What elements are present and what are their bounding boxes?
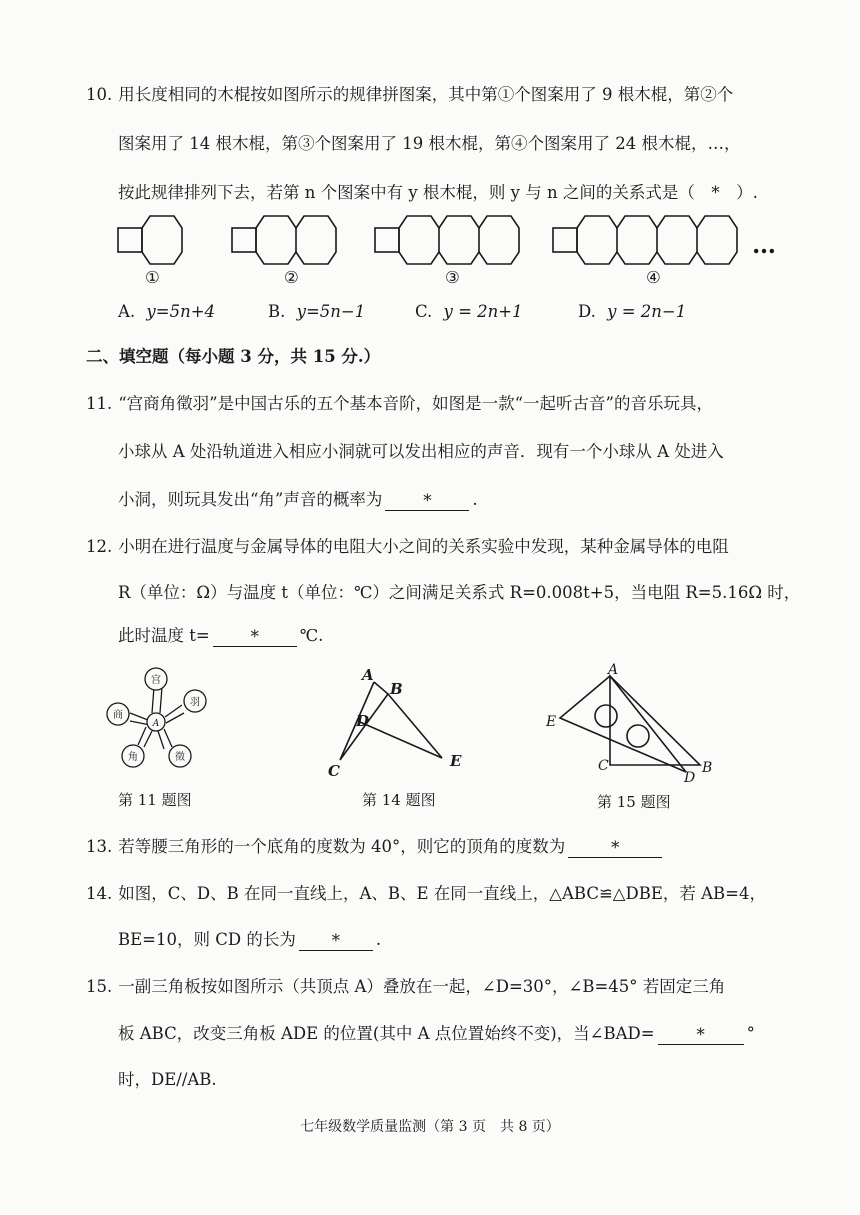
pattern-label-3: ③ <box>445 268 460 287</box>
note-gong: 宫 <box>151 675 161 686</box>
fig15-label-d: D <box>684 770 696 786</box>
q12-line2: R（单位：Ω）与温度 t（单位：℃）之间满足关系式 R=0.008t+5，当电阻 R=5.16Ω 时， <box>118 583 801 602</box>
note-shang: 商 <box>113 710 123 721</box>
q11-line1 <box>86 393 713 415</box>
q10-line2: 图案用了 14 根木棍，第③个图案用了 19 根木棍，第④个图案用了 24 根木棍，…， <box>118 134 741 153</box>
option-text: y=5n−1 <box>296 302 366 321</box>
q12-number: 12. <box>86 537 113 556</box>
q12-line3 <box>118 625 323 647</box>
pattern-label-1: ① <box>145 268 160 287</box>
q15-line1 <box>86 976 725 998</box>
q14-number: 14. <box>86 884 113 903</box>
pattern-ellipsis: … <box>752 230 776 259</box>
fig15-label-a: A <box>608 662 619 678</box>
fig14-label-a: A <box>362 666 374 684</box>
fig15-label-b: B <box>702 760 713 776</box>
q12-text-3: 此时温度 t= <box>118 626 210 645</box>
q13-line <box>86 836 665 858</box>
fig14-label-b: B <box>390 680 403 698</box>
note-jue: 角 <box>128 752 138 763</box>
fig14-triangles <box>320 660 470 785</box>
q11-text-3-end: . <box>472 490 478 509</box>
fig15-label-e: E <box>546 714 557 730</box>
note-zhi: 徵 <box>175 752 185 763</box>
q12-line1 <box>86 536 729 558</box>
q11-line2: 小球从 A 处沿轨道进入相应小洞就可以发出相应的声音．现有一个小球从 A 处进入 <box>118 442 724 461</box>
q11-number: 11. <box>86 394 113 413</box>
q15-text-2: 板 ABC，改变三角板 ADE 的位置(其中 A 点位置始终不变)，当∠BAD= <box>118 1024 655 1043</box>
q10-line1 <box>86 84 733 106</box>
q10-option-a <box>118 302 215 321</box>
q10-line3: 按此规律排列下去，若第 n 个图案中有 y 根木棍，则 y 与 n 之间的关系式是（ * ）. <box>118 183 758 202</box>
q10-option-b <box>268 302 365 321</box>
q13-text: 若等腰三角形的一个底角的度数为 40°，则它的顶角的度数为 <box>118 837 566 856</box>
option-text: y = 2n−1 <box>607 302 687 321</box>
fig14-label-c: C <box>328 762 340 780</box>
q14-line1 <box>86 883 766 905</box>
option-letter: C. <box>415 302 433 321</box>
option-text: y=5n+4 <box>146 302 216 321</box>
fig11-caption: 第 11 题图 <box>118 791 192 809</box>
q11-text-3: 小洞，则玩具发出“角”声音的概率为 <box>118 490 383 509</box>
q10-number: 10. <box>86 85 113 104</box>
pattern-label-2: ② <box>284 268 299 287</box>
q12-text-1: 小明在进行温度与金属导体的电阻大小之间的关系实验中发现，某种金属导体的电阻 <box>118 537 729 556</box>
page-footer: 七年级数学质量监测（第 3 页 共 8 页） <box>300 1119 560 1135</box>
fig15-label-c: C <box>598 758 609 774</box>
q10-text-1: 用长度相同的木棍按如图所示的规律拼图案，其中第①个图案用了 9 根木棍，第②个 <box>118 85 734 104</box>
q11-answer-blank[interactable]: * <box>385 492 469 511</box>
note-yu: 羽 <box>190 697 200 708</box>
q13-answer-blank[interactable]: * <box>568 839 662 858</box>
q12-answer-blank[interactable]: * <box>213 628 297 647</box>
q13-number: 13. <box>86 837 113 856</box>
pattern-2 <box>232 216 336 264</box>
q15-line2 <box>118 1023 755 1045</box>
option-text: y = 2n+1 <box>443 302 523 321</box>
q10-patterns-figure <box>0 215 860 290</box>
pattern-1 <box>118 216 182 264</box>
fig14-label-d: D <box>356 712 370 730</box>
fig15-caption: 第 15 题图 <box>597 793 671 811</box>
q14-text-2: BE=10，则 CD 的长为 <box>118 930 296 949</box>
q15-line3: 时，DE//AB. <box>118 1070 217 1089</box>
q10-option-c <box>415 302 523 321</box>
fig15-set-squares <box>540 660 720 790</box>
q15-number: 15. <box>86 977 113 996</box>
point-a-label: A <box>152 719 160 729</box>
option-letter: D. <box>578 302 596 321</box>
pattern-4 <box>553 216 737 264</box>
q15-text-1: 一副三角板按如图所示（共顶点 A）叠放在一起，∠D=30°，∠B=45° 若固定三角 <box>118 977 726 996</box>
q15-answer-blank[interactable]: * <box>658 1026 744 1045</box>
pattern-label-4: ④ <box>646 268 661 287</box>
fig14-caption: 第 14 题图 <box>362 791 436 809</box>
option-letter: A. <box>118 302 136 321</box>
q11-line3 <box>118 489 478 511</box>
fig11-music-toy <box>100 665 220 780</box>
q10-option-d <box>578 302 686 321</box>
q11-text-1: “宫商角徵羽”是中国古乐的五个基本音阶，如图是一款“一起听古音”的音乐玩具， <box>118 394 713 413</box>
fig14-label-e: E <box>450 752 462 770</box>
q12-text-3-end: ℃. <box>299 626 324 645</box>
q14-line2 <box>118 929 381 951</box>
option-letter: B. <box>268 302 286 321</box>
pattern-3 <box>375 216 519 264</box>
q14-text-2-end: . <box>375 930 382 949</box>
section-title: 二、填空题（每小题 3 分，共 15 分.） <box>86 347 381 366</box>
q15-text-2-end: ° <box>746 1024 755 1043</box>
q14-text-1: 如图，C、D、B 在同一直线上，A、B、E 在同一直线上，△ABC≌△DBE，若 AB=4， <box>118 884 766 903</box>
q14-answer-blank[interactable]: * <box>299 932 373 951</box>
